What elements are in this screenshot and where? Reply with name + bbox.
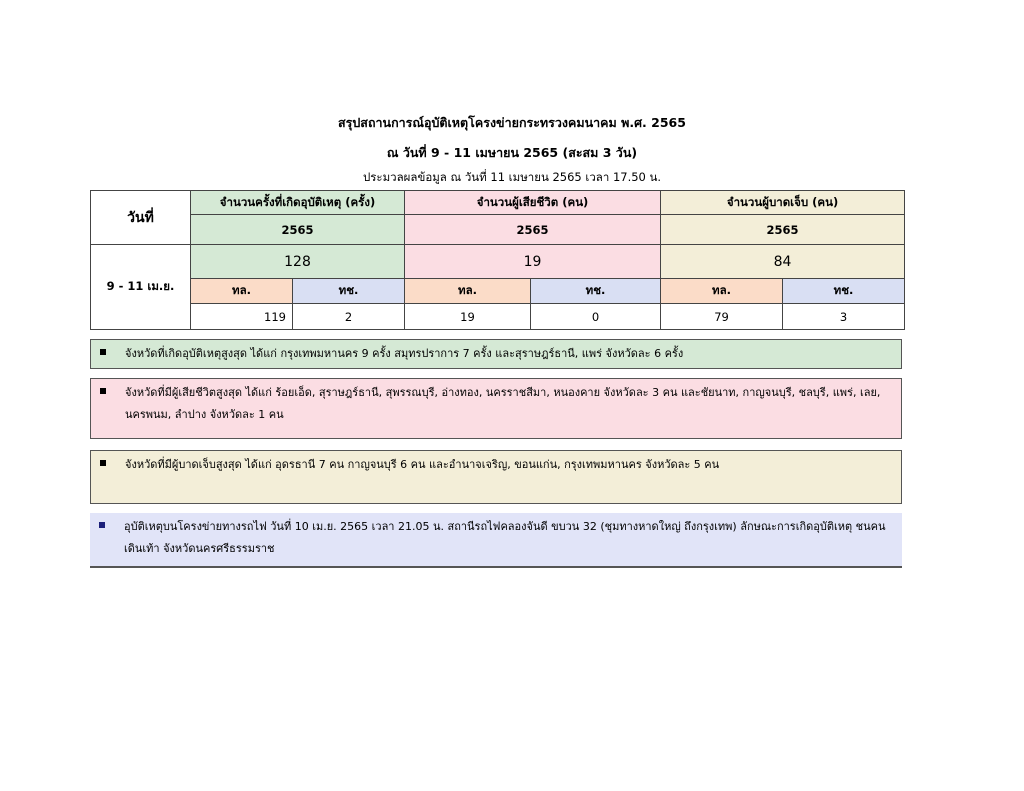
report-title: สรุปสถานการณ์อุบัติเหตุโครงข่ายกระทรวงคมนาคม พ.ศ. 2565 bbox=[338, 115, 686, 130]
accidents-total: 128 bbox=[191, 245, 405, 279]
note-text: จังหวัดที่เกิดอุบัติเหตุสูงสุด ได้แก่ กรุงเทพมหานคร 9 ครั้ง สมุทรปราการ 7 ครั้ง และสุราษฎร์ธานี, แพร่ จังหวัดละ 6 ครั้ง bbox=[125, 347, 684, 360]
accidents-header: จำนวนครั้งที่เกิดอุบัติเหตุ (ครั้ง) bbox=[191, 191, 405, 215]
accidents-val-left: 119 bbox=[191, 304, 293, 330]
injuries-sub-left: ทล. bbox=[661, 279, 783, 304]
square-bullet-icon bbox=[99, 522, 105, 528]
injuries-header: จำนวนผู้บาดเจ็บ (คน) bbox=[661, 191, 905, 215]
injuries-val-left: 79 bbox=[661, 304, 783, 330]
deaths-total: 19 bbox=[405, 245, 661, 279]
note-text: จังหวัดที่มีผู้เสียชีวิตสูงสุด ได้แก่ ร้อยเอ็ด, สุราษฎร์ธานี, สุพรรณบุรี, อ่างทอง, นครราชสีมา, หนองคาย จังหวัดละ 3 คน และชัยนาท, กาญจนบุรี, ชลบุรี, แพร่, เลย, นครพนม, ลำปาง จังหวัดละ 1 คน bbox=[125, 386, 881, 421]
injuries-sub-right: ทช. bbox=[783, 279, 905, 304]
date-header: วันที่ bbox=[91, 191, 191, 245]
note-deaths bbox=[90, 378, 902, 439]
deaths-sub-left: ทล. bbox=[405, 279, 531, 304]
accidents-sub-right: ทช. bbox=[293, 279, 405, 304]
note-accidents bbox=[90, 339, 902, 369]
deaths-year: 2565 bbox=[405, 215, 661, 245]
accidents-sub-left: ทล. bbox=[191, 279, 293, 304]
square-bullet-icon bbox=[100, 460, 106, 466]
injuries-total: 84 bbox=[661, 245, 905, 279]
processing-note: ประมวลผลข้อมูล ณ วันที่ 11 เมษายน 2565 เวลา 17.50 น. bbox=[362, 170, 662, 184]
date-value: 9 - 11 เม.ย. bbox=[91, 245, 191, 330]
note-injuries bbox=[90, 450, 902, 504]
accident-summary-table bbox=[90, 190, 905, 330]
deaths-header: จำนวนผู้เสียชีวิต (คน) bbox=[405, 191, 661, 215]
report-subtitle: ณ วันที่ 9 - 11 เมษายน 2565 (สะสม 3 วัน) bbox=[386, 145, 638, 160]
injuries-year: 2565 bbox=[661, 215, 905, 245]
square-bullet-icon bbox=[100, 388, 106, 394]
accidents-val-right: 2 bbox=[293, 304, 405, 330]
deaths-sub-right: ทช. bbox=[531, 279, 661, 304]
accidents-year: 2565 bbox=[191, 215, 405, 245]
note-text: อุบัติเหตุบนโครงข่ายทางรถไฟ วันที่ 10 เม.ย. 2565 เวลา 21.05 น. สถานีรถไฟคลองจันดี ขบวน 32 (ชุมทางหาดใหญ่ ถึงกรุงเทพ) ลักษณะการเกิดอุบัติเหตุ ชนคนเดินเท้า จังหวัดนครศรีธรรมราช bbox=[124, 520, 886, 555]
deaths-val-left: 19 bbox=[405, 304, 531, 330]
note-railway bbox=[90, 513, 902, 568]
injuries-val-right: 3 bbox=[783, 304, 905, 330]
deaths-val-right: 0 bbox=[531, 304, 661, 330]
note-text: จังหวัดที่มีผู้บาดเจ็บสูงสุด ได้แก่ อุดรธานี 7 คน กาญจนบุรี 6 คน และอำนาจเจริญ, ขอนแก่น, กรุงเทพมหานคร จังหวัดละ 5 คน bbox=[125, 458, 720, 471]
square-bullet-icon bbox=[100, 349, 106, 355]
